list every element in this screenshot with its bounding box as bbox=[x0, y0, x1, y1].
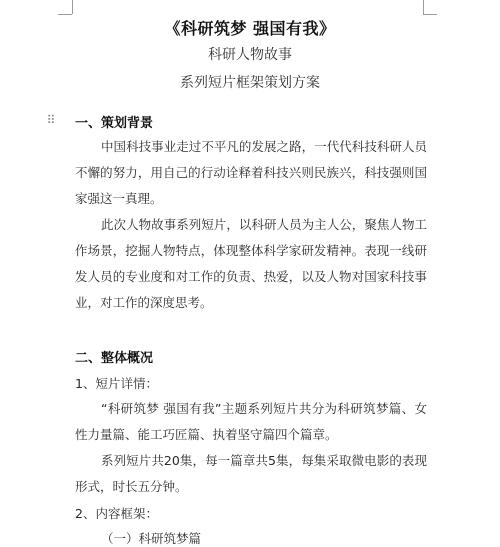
crop-mark-top-right bbox=[423, 14, 437, 15]
crop-mark-top-left bbox=[72, 0, 73, 14]
crop-mark-top-right bbox=[423, 0, 424, 14]
list-item[interactable]: 1、短片详情： bbox=[75, 376, 158, 391]
section-heading-background[interactable]: 一、策划背景 bbox=[75, 116, 154, 131]
drag-handle-icon[interactable]: ⠿ bbox=[46, 113, 56, 127]
paragraph[interactable]: “科研筑梦 强国有我”主题系列短片共分为科研筑梦篇、女性力量篇、能工巧匠篇、执着坚守篇四个篇章。 bbox=[75, 401, 427, 442]
section-heading-overview[interactable]: 二、整体概况 bbox=[75, 351, 154, 366]
document-subtitle[interactable]: 系列短片框架策划方案 bbox=[180, 75, 320, 91]
list-item[interactable]: 2、内容框架： bbox=[75, 506, 158, 521]
paragraph[interactable]: 系列短片共20集，每一篇章共5集，每集采取微电影的表现形式，时长五分钟。 bbox=[75, 453, 427, 494]
paragraph[interactable]: 中国科技事业走过不平凡的发展之路，一代代科技科研人员不懈的努力，用自己的行动诠释着科技兴则民族兴，科技强则国家强这一真理。 bbox=[75, 139, 427, 206]
paragraph[interactable]: 此次人物故事系列短片，以科研人员为主人公，聚焦人物工作场景，挖掘人物特点，体现整体科学家研发精神。表现一线研发人员的专业度和对工作的负责、热爱，以及人物对国家科技事业，对工作的深度思考。 bbox=[75, 217, 427, 310]
list-item[interactable]: （一）科研筑梦篇 bbox=[101, 531, 202, 546]
document-title[interactable]: 《科研筑梦 强国有我》 bbox=[164, 19, 336, 38]
document-subtitle[interactable]: 科研人物故事 bbox=[208, 47, 292, 63]
crop-mark-top-left bbox=[58, 14, 72, 15]
